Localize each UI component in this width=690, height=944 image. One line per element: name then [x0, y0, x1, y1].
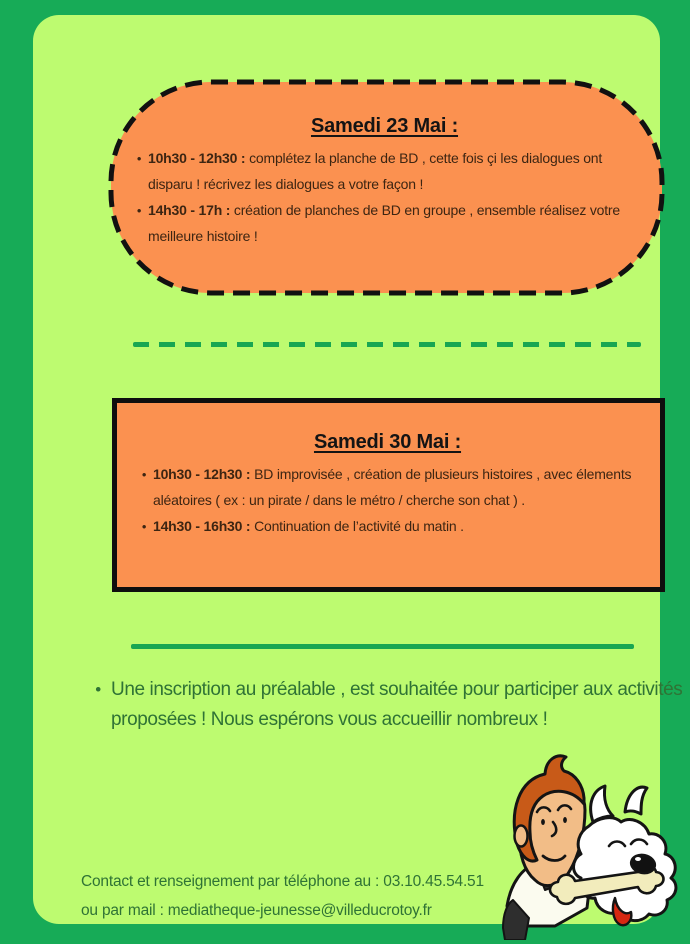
list-item	[130, 198, 639, 250]
activity-text: BD improvisée , création de plusieurs histoires , avec élements aléatoires ( ex : un pirate / dans le métro / cherche son chat ) .	[153, 466, 632, 508]
list-item	[135, 462, 640, 514]
dashed-divider	[133, 342, 641, 347]
bullet-icon: •	[136, 202, 142, 218]
time-range: 14h30 - 16h30 :	[153, 517, 251, 534]
box2-title: Samedi 30 Mai :	[313, 431, 462, 453]
registration-note	[85, 675, 685, 735]
solid-divider	[131, 644, 634, 649]
list-item	[130, 146, 639, 198]
time-range: 14h30 - 17h :	[148, 201, 231, 218]
box1-title: Samedi 23 Mai :	[310, 115, 459, 137]
schedule-box-may-23	[108, 79, 665, 296]
flyer-panel	[33, 15, 683, 924]
time-range: 10h30 - 12h30 :	[148, 150, 246, 166]
bullet-icon: •	[141, 518, 147, 534]
bullet-icon: •	[95, 680, 101, 699]
schedule-box-may-30	[112, 398, 665, 592]
tintin-and-snowy-illustration	[495, 748, 690, 940]
list-item	[135, 514, 640, 540]
activity-text: création de planches de BD en groupe , ensemble réalisez votre meilleure histoire !	[148, 201, 620, 244]
registration-note-text: Une inscription au préalable , est souhaitée pour participer aux activités proposées ! Nous espérons vous accueillir nombreux !	[111, 679, 683, 731]
activity-text: complétez la planche de BD , cette fois çi les dialogues ont disparu ! récrivez les dialogues a votre façon !	[148, 150, 603, 192]
contact-block	[81, 868, 484, 925]
bullet-icon: •	[141, 467, 147, 482]
activity-text: Continuation de l’activité du matin .	[254, 517, 464, 534]
contact-email-line: ou par mail : mediatheque-jeunesse@villeducrotoy.fr	[81, 901, 432, 919]
bullet-icon: •	[136, 151, 142, 166]
contact-phone-line: Contact et renseignement par téléphone au : 03.10.45.54.51	[81, 873, 484, 890]
time-range: 10h30 - 12h30 :	[153, 466, 251, 482]
